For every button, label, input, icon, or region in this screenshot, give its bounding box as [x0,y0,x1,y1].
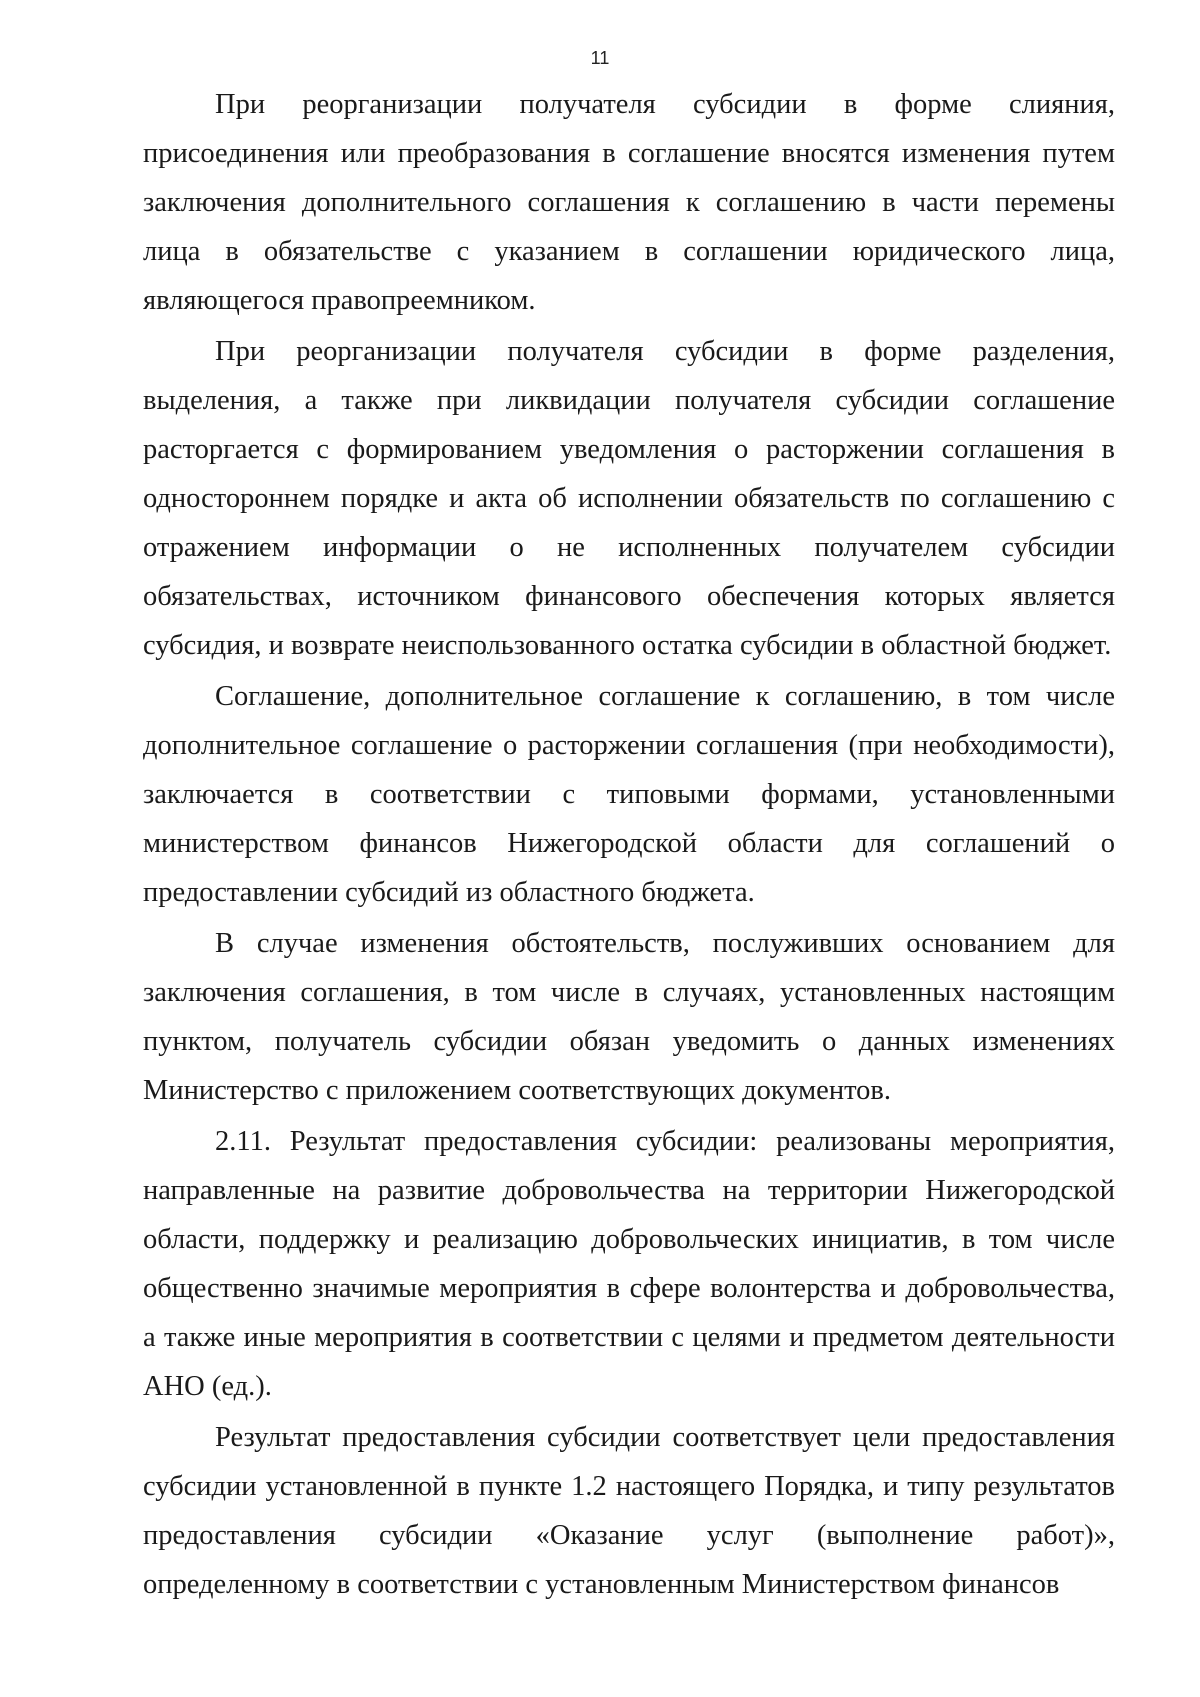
paragraph-reorganization-division: При реорганизации получателя субсидии в форме разделения, выделения, а также при ликвидации получателя субсидии соглашение расторгается с формированием уведомления о расторжении соглашения в одностороннем порядке и акта об исполнении обязательств по соглашению с отражением информации о не исполненных получателем субсидии обязательствах, источником финансового обеспечения которых является субсидия, и возврате неиспользованного остатка субсидии в областной бюджет. [143,336,1115,661]
paragraph-result-correspondence: Результат предоставления субсидии соответствует цели предоставления субсидии установленной в пункте 1.2 настоящего Порядка, и типу результатов предоставления субсидии «Оказание услуг (выполнение работ)», определенному в соответствии с установленным Министерством финансов [143,1422,1115,1600]
paragraph-change-of-circumstances: В случае изменения обстоятельств, послуживших основанием для заключения соглашения, в том числе в случаях, установленных настоящим пунктом, получатель субсидии обязан уведомить о данных изменениях Министерство с приложением соответствующих документов. [143,928,1115,1106]
document-body [143,80,1115,1609]
page-number: 11 [590,48,610,68]
paragraph-agreement-forms: Соглашение, дополнительное соглашение к соглашению, в том числе дополнительное соглашение о расторжении соглашения (при необходимости), заключается в соответствии с типовыми формами, установленными министерством финансов Нижегородской области для соглашений о предоставлении субсидий из областного бюджета. [143,681,1115,908]
paragraph-2-11-result: 2.11. Результат предоставления субсидии: реализованы мероприятия, направленные на развитие добровольчества на территории Нижегородской области, поддержку и реализацию добровольческих инициатив, в том числе общественно значимые мероприятия в сфере волонтерства и добровольчества, а также иные мероприятия в соответствии с целями и предметом деятельности АНО (ед.). [143,1126,1115,1402]
paragraph-reorganization-merger: При реорганизации получателя субсидии в форме слияния, присоединения или преобразования в соглашение вносятся изменения путем заключения дополнительного соглашения к соглашению в части перемены лица в обязательстве с указанием в соглашении юридического лица, являющегося правопреемником. [143,89,1115,316]
